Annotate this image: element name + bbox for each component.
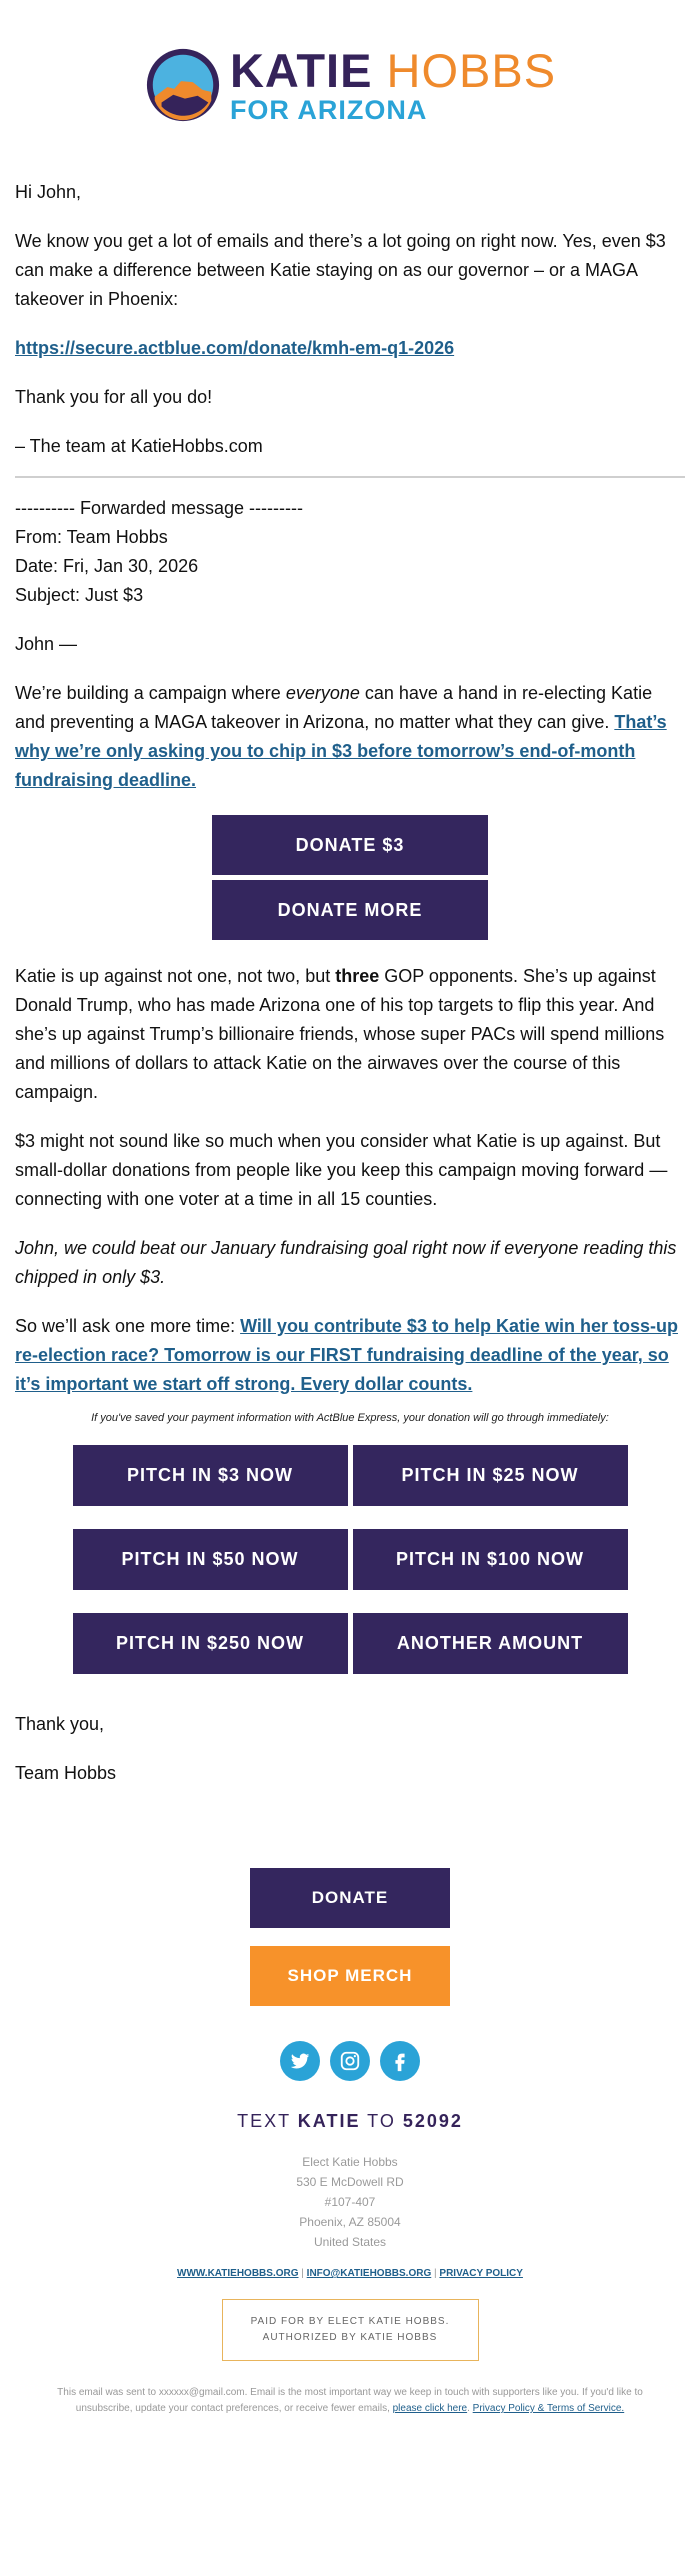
emphasis-everyone: everyone — [285, 683, 360, 703]
paragraph-opponents: Katie is up against not one, not two, but three GOP opponents. She’s up against Donald Trump, who has made Arizona one of his top targets to flip this year. And she’s up against Trump’s billionaire friends, whose super PACs will spend millions and millions of dollars to attack Katie on the airwaves over the course of this campaign. — [15, 966, 665, 1102]
forwarded-from: From: Team Hobbs — [15, 527, 168, 547]
team-signature: – The team at KatieHobbs.com — [15, 436, 263, 456]
text-keyword: KATIE — [297, 2111, 361, 2131]
facebook-icon[interactable] — [380, 2041, 420, 2081]
logo-katie: KATIE — [229, 43, 373, 97]
instagram-icon[interactable] — [330, 2041, 370, 2081]
email-link[interactable]: INFO@KATIEHOBBS.ORG — [306, 2268, 432, 2279]
forwarded-date: Date: Fri, Jan 30, 2026 — [15, 556, 199, 576]
forwarded-header — [15, 494, 685, 610]
forwarded-title: ---------- Forwarded message --------- — [15, 498, 303, 518]
actblue-express-note: If you've saved your payment information with ActBlue Express, your donation will go through immediately: — [91, 1412, 609, 1424]
pitch-in-250-button[interactable]: PITCH IN $250 NOW — [73, 1613, 348, 1674]
closing-signature: Team Hobbs — [15, 1763, 117, 1783]
privacy-policy-link[interactable]: PRIVACY POLICY — [439, 2268, 523, 2279]
footer — [0, 1868, 700, 2417]
thanks-line: Thank you for all you do! — [15, 387, 213, 407]
donate-3-button[interactable]: DONATE $3 — [212, 815, 488, 875]
chip-in-link[interactable]: That’s why we’re only asking you to chip in $3 before tomorrow’s end-of-month fundraising deadline. — [15, 712, 667, 790]
paragraph-small-dollar: $3 might not sound like so much when you consider what Katie is up against. But small-dollar donations from people like you keep this campaign moving forward — connecting with one voter at a time in all 15 counties. — [15, 1131, 668, 1209]
actblue-link[interactable]: https://secure.actblue.com/donate/kmh-em-q1-2026 — [15, 338, 455, 358]
campaign-logo — [0, 0, 700, 170]
emphasis-three: three — [335, 966, 380, 986]
shop-merch-button[interactable]: SHOP MERCH — [250, 1946, 450, 2006]
paragraph-campaign: We’re building a campaign where everyone can have a hand in re-electing Katie and preventing a MAGA takeover in Arizona, no matter what they can give. That’s why we’re only asking you to chip in $3 before tomorrow’s end-of-month fundraising deadline. — [15, 683, 667, 790]
closing: Thank you, — [15, 1714, 105, 1734]
twitter-icon[interactable] — [280, 2041, 320, 2081]
logo-for-arizona: FOR ARIZONA — [229, 94, 428, 125]
pitch-in-buttons — [73, 1445, 628, 1674]
paid-for-box: PAID FOR BY ELECT KATIE HOBBS. AUTHORIZED BY KATIE HOBBS — [222, 2299, 479, 2361]
mailing-address: Elect Katie Hobbs 530 E McDowell RD #107-407 Phoenix, AZ 85004 United States — [296, 2155, 404, 2249]
contribute-link[interactable]: Will you contribute $3 to help Katie win her toss-up re-election race? Tomorrow is our FIRST fundraising deadline of the year, so it’s important we start off strong. Every dollar counts. — [15, 1316, 678, 1394]
logo-hobbs: HOBBS — [386, 43, 557, 97]
donate-more-button[interactable]: DONATE MORE — [212, 880, 488, 940]
unsubscribe-link[interactable]: please click here — [392, 2403, 468, 2414]
arizona-emblem-icon — [144, 46, 222, 124]
text-to-join: TEXT KATIE TO 52092 — [237, 2111, 463, 2131]
terms-link[interactable]: Privacy Policy & Terms of Service. — [472, 2403, 625, 2414]
pitch-in-3-button[interactable]: PITCH IN $3 NOW — [73, 1445, 348, 1506]
forwarded-subject: Subject: Just $3 — [15, 585, 144, 605]
footer-donate-button[interactable]: DONATE — [250, 1868, 450, 1928]
paragraph-goal: John, we could beat our January fundraising goal right now if everyone reading this chipped in only $3. — [15, 1238, 677, 1287]
paragraph-ask: So we’ll ask one more time: Will you contribute $3 to help Katie win her toss-up re-election race? Tomorrow is our FIRST fundraising deadline of the year, so it’s important we start off strong. Every dollar counts. — [15, 1316, 678, 1394]
another-amount-button[interactable]: ANOTHER AMOUNT — [353, 1613, 628, 1674]
website-link[interactable]: WWW.KATIEHOBBS.ORG — [177, 2268, 299, 2279]
greeting: Hi John, — [15, 182, 82, 202]
recipient-email: xxxxxx@gmail.com — [158, 2387, 245, 2398]
salutation: John — — [15, 634, 78, 654]
legal-text: This email was sent to xxxxxx@gmail.com. Email is the most important way we keep in touch with supporters like you. If you'd like to unsubscribe, update your contact preferences, or receive fewer emails, please click here. Privacy Policy & Terms of Service. — [57, 2387, 643, 2414]
pitch-in-50-button[interactable]: PITCH IN $50 NOW — [73, 1529, 348, 1590]
pitch-in-100-button[interactable]: PITCH IN $100 NOW — [353, 1529, 628, 1590]
social-links — [0, 2041, 700, 2081]
footer-links: WWW.KATIEHOBBS.ORG | INFO@KATIEHOBBS.ORG | PRIVACY POLICY — [177, 2268, 523, 2279]
intro-paragraph: We know you get a lot of emails and there’s a lot going on right now. Yes, even $3 can make a difference between Katie staying on as our governor – or a MAGA takeover in Phoenix: — [15, 231, 666, 309]
pitch-in-25-button[interactable]: PITCH IN $25 NOW — [353, 1445, 628, 1506]
text-number: 52092 — [402, 2111, 463, 2131]
divider — [15, 476, 685, 478]
